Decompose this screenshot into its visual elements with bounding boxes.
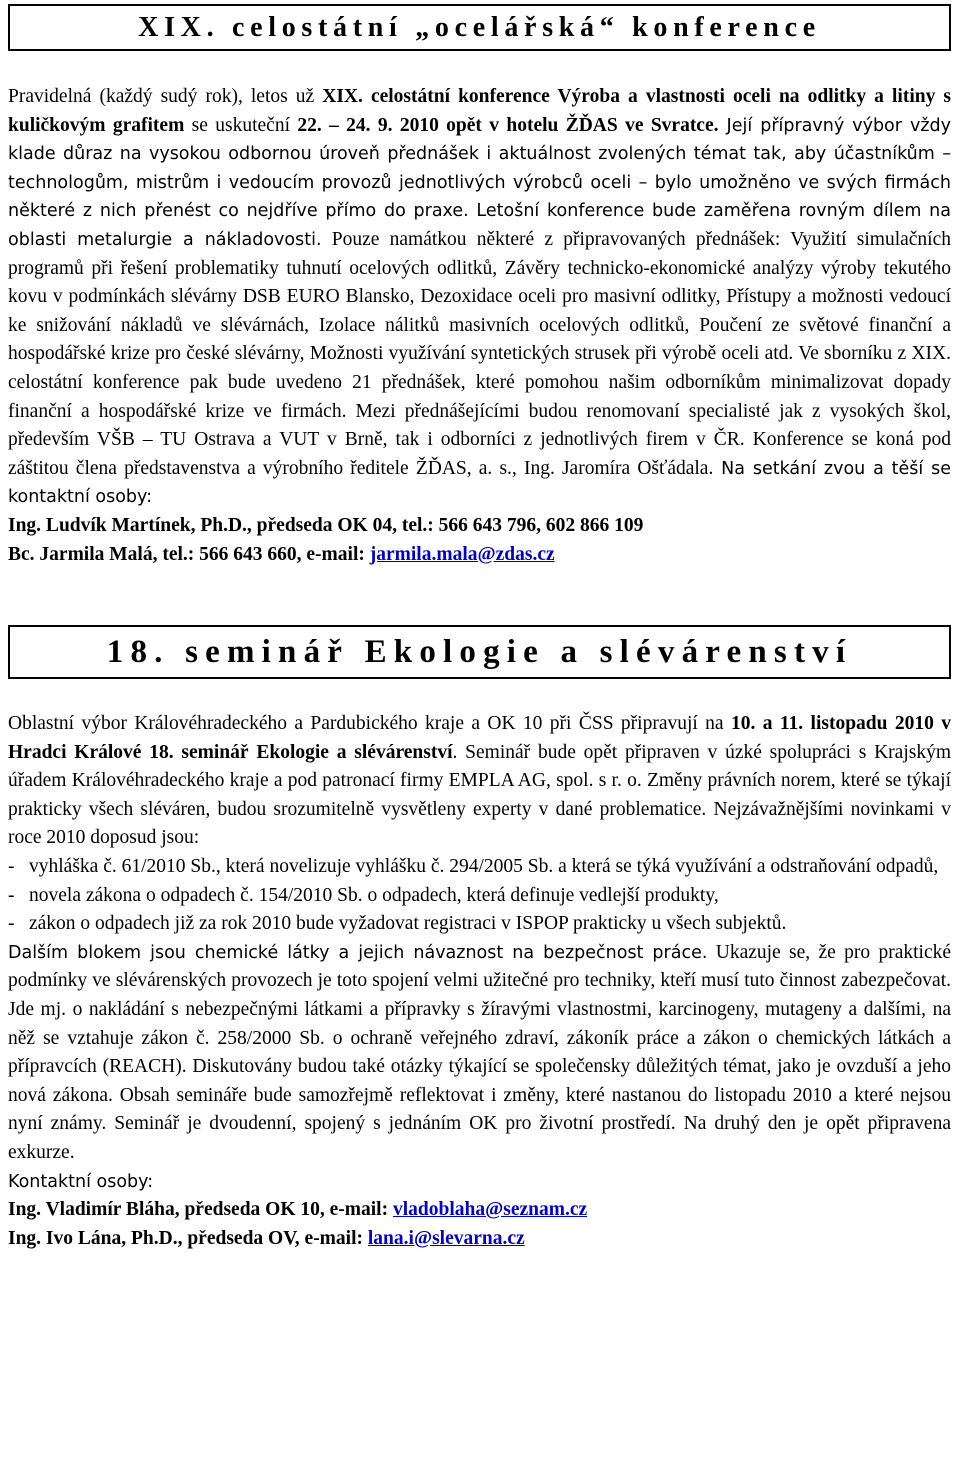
seminar-contact-1 xyxy=(8,1196,951,1225)
konference-text-intro: Pravidelná (každý sudý rok), letos už xyxy=(8,86,323,107)
list-item: - vyhláška č. 61/2010 Sb., která novelizuje vyhlášku č. 294/2005 Sb. a která se týká využívání a odstraňování odpadů, xyxy=(8,853,951,882)
konference-contact-1: Ing. Ludvík Martínek, Ph.D., předseda OK 04, tel.: 566 643 796, 602 866 109 xyxy=(8,514,644,536)
document-page xyxy=(0,4,960,1461)
seminar-text-chemicals: Ukazuje se, že pro praktické podmínky ve slévárenských provozech je toto spojení velmi užitečné pro techniky, kteří musí tuto činnost zabezpečovat. Jde mj. o nakládání s nebezpečnými látkami a přípravky s žíravými vlastnostmi, karcinogeny, mutageny a dalšími, na něž se vztahuje zákon č. 258/2000 Sb. o ochraně veřejného zdraví, zákoník práce a zákon o chemických látkách a přípravcích (REACH). xyxy=(8,941,951,1078)
list-item: - zákon o odpadech již za rok 2010 bude vyžadovat registraci v ISPOP prakticky u všech subjektů. xyxy=(8,910,951,939)
seminar-contacts-label: Kontaktní osoby: xyxy=(8,1171,154,1192)
seminar-paragraph-chemicals xyxy=(8,939,951,1168)
seminar-text-topics: Diskutovány budou také otázky týkající se společensky důležitých témat, jako je ovzduší a jeho nová zákona. Obsah semináře bude samozřejmě reflektovat i změny, které nastanou do listopadu 2010 a které nejsou nyní známy. Seminář je dvoudenní, spojený s jednáním OK pro životní prostředí. Na druhý den je opět připravena exkurze. xyxy=(8,1056,952,1163)
konference-paragraph xyxy=(8,83,951,512)
seminar-contact-2-text: Ing. Ivo Lána, Ph.D., předseda OV, e-mail: xyxy=(8,1227,368,1249)
seminar-paragraph-intro xyxy=(8,710,951,853)
seminar-contact-1-email-link[interactable]: vladoblaha@seznam.cz xyxy=(392,1199,588,1221)
konference-text-lectures: Pouze namátkou některé z připravovaných přednášek: Využití simulačních programů při řešení problematiky tuhnutí ocelových odlitků, Závěry technicko-ekonomické analýzy výroby tekutého kovu v podmínkách slévárny DSB EURO Blansko, Dezoxidace oceli pro masivní odlitky, Přístupy a možnosti vedoucí ke snižování nákladů ve slévárnách, Izolace nálitků masivních ocelových odlitků, Poučení ze světové finanční a hospodářské krize pro české slévárny, Možnosti využívání syntetických strusek při výrobě oceli atd. Ve sborníku z XIX. celostátní konference pak bude uvedeno 21 přednášek, které pomohou našim odborníkům minimalizovat dopady finanční a hospodářské krize ve firmách. Mezi přednášejícími budou renomovaní specialisté jak z vysokých škol, především VŠB – TU Ostrava a VUT v Brně, tak i odborníci z jednotlivých firem v ČR. Konference se koná pod záštitou člena představenstva a výrobního ředitele ŽĎAS, a. s., Ing. Jaromíra Ošťádala. xyxy=(8,228,952,479)
konference-contact-2-text: Bc. Jarmila Malá, tel.: 566 643 660, e-mail: xyxy=(8,543,370,565)
konference-text-invitation: Na setkání zvou a těší se kontaktní osoby: xyxy=(8,458,951,508)
konference-contact-2-email-link[interactable]: jarmila.mala@zdas.cz xyxy=(369,543,555,565)
konference-venue: opět v hotelu ŽĎAS ve Svratce. xyxy=(438,114,719,136)
list-item: - novela zákona o odpadech č. 154/2010 Sb. o odpadech, která definuje vedlejší produkty, xyxy=(8,882,951,911)
konference-contact-2 xyxy=(8,541,951,570)
konference-text-se-uskutecni: se uskuteční xyxy=(184,114,298,136)
list-item-text: zákon o odpadech již za rok 2010 bude vyžadovat registraci v ISPOP prakticky u všech subjektů. xyxy=(29,913,787,935)
seminar-text-chemicals-lead: Dalším blokem jsou chemické látky a jejich návaznost na bezpečnost práce. xyxy=(8,942,708,963)
konference-text-committee: Její přípravný výbor vždy klade důraz na vysokou odbornou úroveň přednášek i aktuálnost zvolených témat tak, aby účastníkům – technologům, mistrům i vedoucím provozů jednotlivých výrobců oceli – bylo umožněno ve svých firmách některé z nich přenést co nejdříve přímo do praxe. Letošní konference bude zaměřena rovným dílem na oblasti metalurgie a nákladovosti. xyxy=(8,115,951,250)
list-item-text: vyhláška č. 61/2010 Sb., která novelizuje vyhlášku č. 294/2005 Sb. a která se týká využívání a odstraňování odpadů, xyxy=(29,856,939,878)
list-item-text: novela zákona o odpadech č. 154/2010 Sb. o odpadech, která definuje vedlejší produkty, xyxy=(29,884,719,906)
konference-name: XIX. celostátní konference Výroba a vlastnosti oceli na odlitky a litiny s kuličkovým grafitem xyxy=(8,86,951,136)
seminar-contact-2 xyxy=(8,1225,951,1254)
seminar-contact-1-text: Ing. Vladimír Bláha, předseda OK 10, e-mail: xyxy=(8,1199,393,1221)
section-title-konference: XIX. celostátní „ocelářská“ konference xyxy=(8,4,951,51)
seminar-text-intro: Oblastní výbor Královéhradeckého a Pardubického kraje a OK 10 při ČSS připravují na xyxy=(8,713,731,735)
konference-date: 22. – 24. 9. 2010 xyxy=(297,114,439,136)
section-title-seminar: 18. seminář Ekologie a slévárenství xyxy=(8,625,951,679)
seminar-date-name: 10. a 11. listopadu 2010 v Hradci Králové 18. seminář Ekologie a slévárenství xyxy=(8,713,951,763)
seminar-bullet-list xyxy=(8,853,951,939)
seminar-contact-2-email-link[interactable]: lana.i@slevarna.cz xyxy=(367,1227,525,1249)
seminar-text-changes: Změny právních norem, které se týkají prakticky všech sléváren, budou srozumitelně vysvětleny experty v dané problematice. Nejzávažnějšími novinkami v roce 2010 doposud jsou: xyxy=(8,770,951,849)
seminar-text-partner: . Seminář bude opět připraven v úzké spolupráci s Krajským úřadem Královéhradeckého kraje a pod patronací firmy EMPLA AG, spol. s r. o. xyxy=(8,741,951,792)
